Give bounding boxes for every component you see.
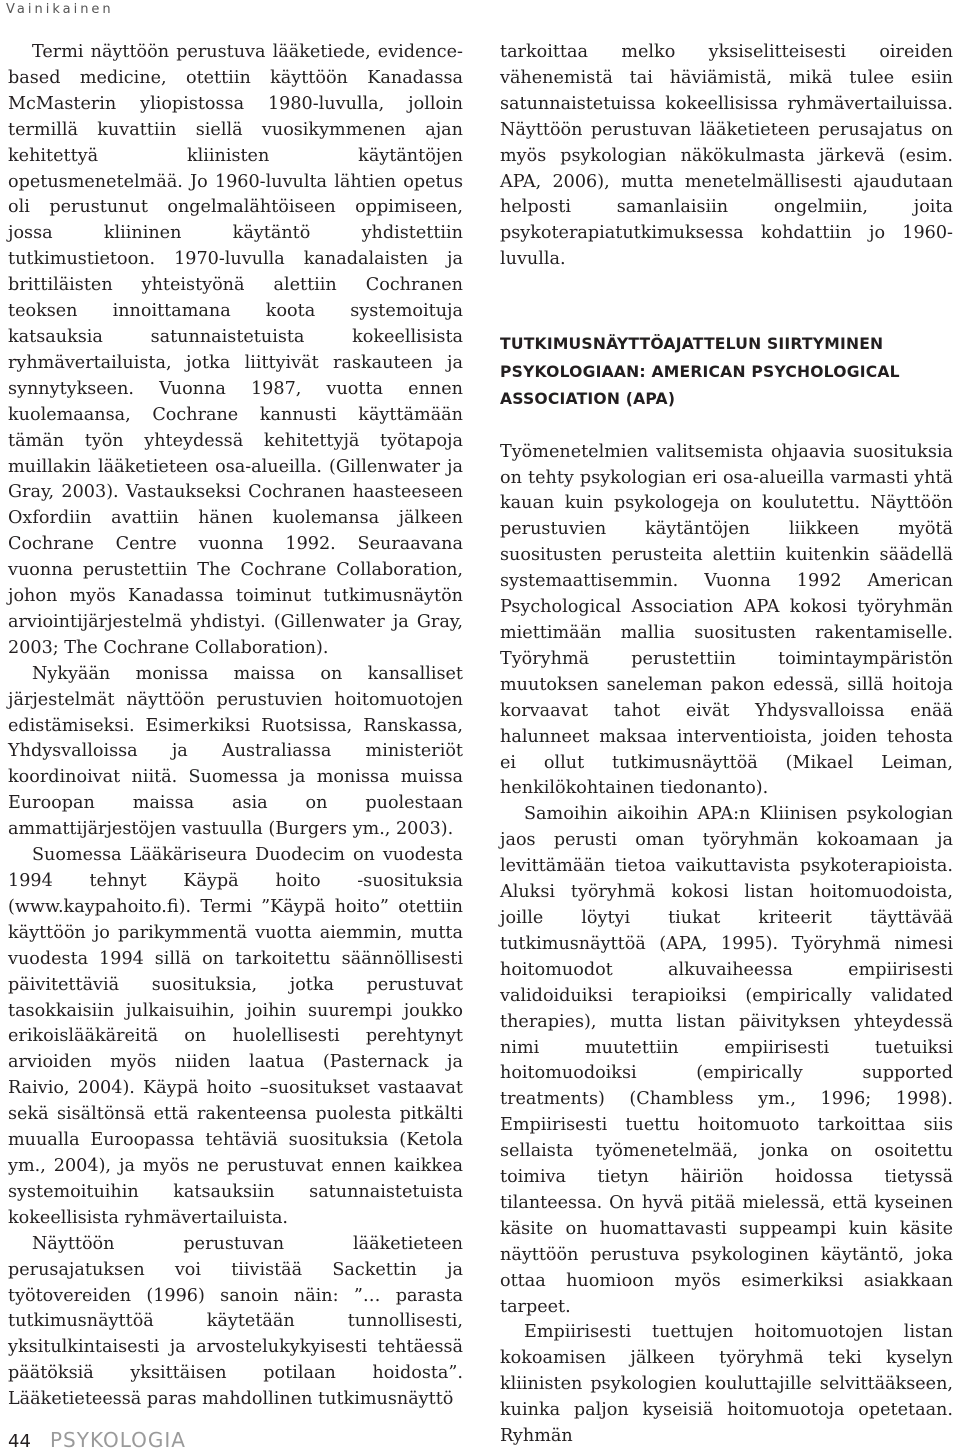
page-footer: [8, 1428, 186, 1452]
paragraph: Nykyään monissa maissa on kansalliset järjestelmät näyttöön perustuvien hoitomuotojen edistämiseksi. Esimerkiksi Ruotsissa, Ranskassa, Yhdysvalloissa ja Australiassa ministeriöt koordinoivat niitä. Suomessa ja monissa muissa Euroopan maissa asia on puolestaan ammattijärjestöjen vastuulla (Burgers ym., 2003).: [8, 663, 463, 840]
page-number: 44: [8, 1431, 31, 1452]
section-heading: TUTKIMUSNÄYTTÖAJATTELUN SIIRTYMINEN PSYKOLOGIAAN: AMERICAN PSYCHOLOGICAL ASSOCIATION (APA): [500, 335, 900, 409]
paragraph: Samoihin aikoihin APA:n Kliinisen psykologian jaos perusti oman työryhmän kokoamaan ja levittämään tietoa vaikuttavista psykoterapioista. Aluksi työryhmä kokosi listan hoitomuodoista, joille löytyi tiukat kriteerit täyttävää tutkimusnäyttöä (APA, 1995). Työryhmä nimesi hoitomuodot alkuvaiheessa empiirisesti validoiduiksi terapioiksi (empirically validated therapies), mutta listan päivityksen yhteydessä nimi muutettiin empiirisesti tuetuiksi hoitomuodoiksi (empirically supported treatments) (Chambless ym., 1996; 1998). Empiirisesti tuettu hoitomuoto tarkoittaa siis sellaista työmenetelmää, jonka on osoitettu toimiva tietyn häiriön hoidossa tietyssä tilanteessa. On hyvä pitää mielessä, että kyseinen käsite on huomattavasti suppeampi kuin käsite näyttöön perustuva psykologinen käytäntö, joka ottaa huomioon myös esimerkiksi asiakkaan tarpeet.: [500, 804, 953, 1317]
right-column: [500, 40, 953, 1450]
paragraph: Empiirisesti tuettujen hoitomuotojen listan kokoamisen jälkeen työryhmä teki kyselyn kliinisten psykologien kouluttajille selvittääkseen, kuinka paljon kyseisiä hoitomuotoja opetetaan. Ryhmän: [500, 1322, 953, 1447]
paragraph: tarkoittaa melko yksiselitteisesti oireiden vähenemistä tai häviämistä, mikä tulee esiin satunnaistetuissa kokeellisissa ryhmävertailuissa. Näyttöön perustuvan lääketieteen perusajatus on myös psykologian näkökulmasta järkevä (esim. APA, 2006), mutta menetelmällisesti ajaudutaan helposti samanlaisiin ongelmiin, joita psykoterapiatutkimuksessa kohdattiin jo 1960-luvulla.: [500, 42, 953, 270]
paragraph: Näyttöön perustuvan lääketieteen perusajatuksen voi tiivistää Sackettin ja työtovereiden (1996) sanoin näin: ”… parasta tutkimusnäyttöä käytetään tunnollisesti, yksitulkintaisesti ja arvostelukykyisesti tehtäessä päätöksiä yksittäisen potilaan hoidosta”. Lääketieteessä paras mahdollinen tutkimusnäyttö: [8, 1233, 463, 1410]
paragraph: Työmenetelmien valitsemista ohjaavia suosituksia on tehty psykologian eri osa-alueilla varmasti yhtä kauan kuin psykologeja on koulutettu. Näyttöön perustuvien käytäntöjen liikkeen myötä suositusten perusteita alettiin kuitenkin säädellä systemaattisemmin. Vuonna 1992 American Psychological Association APA kokosi työryhmän miettimään mallia suositusten rakentamiselle. Työryhmä perustettiin toimintaympäristön muutoksen saneleman pakon edessä, sillä hoitoja korvaavat tahot eivät Yhdysvalloissa enää halunneet maksaa interventioista, joiden tehosta ei ollut tutkimusnäyttöä (Mikael Leiman, henkilökohtainen tiedonanto).: [500, 441, 953, 799]
journal-name: PSYKOLOGIA: [50, 1428, 186, 1452]
left-column: [8, 40, 463, 1413]
paragraph: Suomessa Lääkäriseura Duodecim on vuodesta 1994 tehnyt Käypä hoito -suosituksia (www.kaypahoito.fi). Termi ”Käypä hoito” otettiin käyttöön jo parikymmentä vuotta aiemmin, mutta vuodesta 1994 sillä on tarkoitettu säännöllisesti päivitettäviä suosituksia, jotka perustuvat tasokkaisiin julkaisuihin, joihin suurempi joukko erikoislääkäreitä on huolellisesti perehtynyt arvioiden myös niiden laatua (Pasternack ja Raivio, 2004). Käypä hoito –suositukset vastaavat sekä sisältönsä että rakenteensa puolesta pitkälti muualla Euroopassa tehtäviä suosituksia (Ketola ym., 2004), ja myös ne perustuvat ennen kaikkea systemoituihin katsauksiin satunnaistetuista kokeellisista ryhmävertailuista.: [8, 845, 463, 1228]
running-head: Vainikainen: [6, 2, 114, 17]
paragraph: Termi näyttöön perustuva lääketiede, evidence-based medicine, otettiin käyttöön Kanadassa McMasterin yliopistossa 1980-luvulla, jolloin termillä kuvattiin siellä vuosikymmenen ajan kehitettyä kliinisten käytäntöjen opetusmenetelmää. Jo 1960-luvulta lähtien opetus oli perustunut ongelmalähtöiseen oppimiseen, jossa kliininen käytäntö yhdistettiin tutkimustietoon. 1970-luvulla kanadalaisten ja brittiläisten yhteistyönä alettiin Cochranen teoksen innoittamana koota systemoituja katsauksia satunnaistetuista kokeellisista ryhmävertailuista, jotka liittyivät raskauteen ja synnytykseen. Vuonna 1987, vuotta ennen kuolemaansa, Cochrane kannusti käyttämään tämän työn yhteydessä kehitettyjä työtapoja muillakin lääketieteen osa-alueilla. (Gillenwater ja Gray, 2003). Vastaukseksi Cochranen haasteeseen Oxfordiin avattiin hänen kuolemansa jälkeen Cochrane Centre vuonna 1992. Seuraavana vuonna perustettiin The Cochrane Collaboration, johon myös Kanadassa toiminut tutkimusnäytön arviointijärjestelmä yhdistyi. (Gillenwater ja Gray, 2003; The Cochrane Collaboration).: [8, 42, 463, 658]
